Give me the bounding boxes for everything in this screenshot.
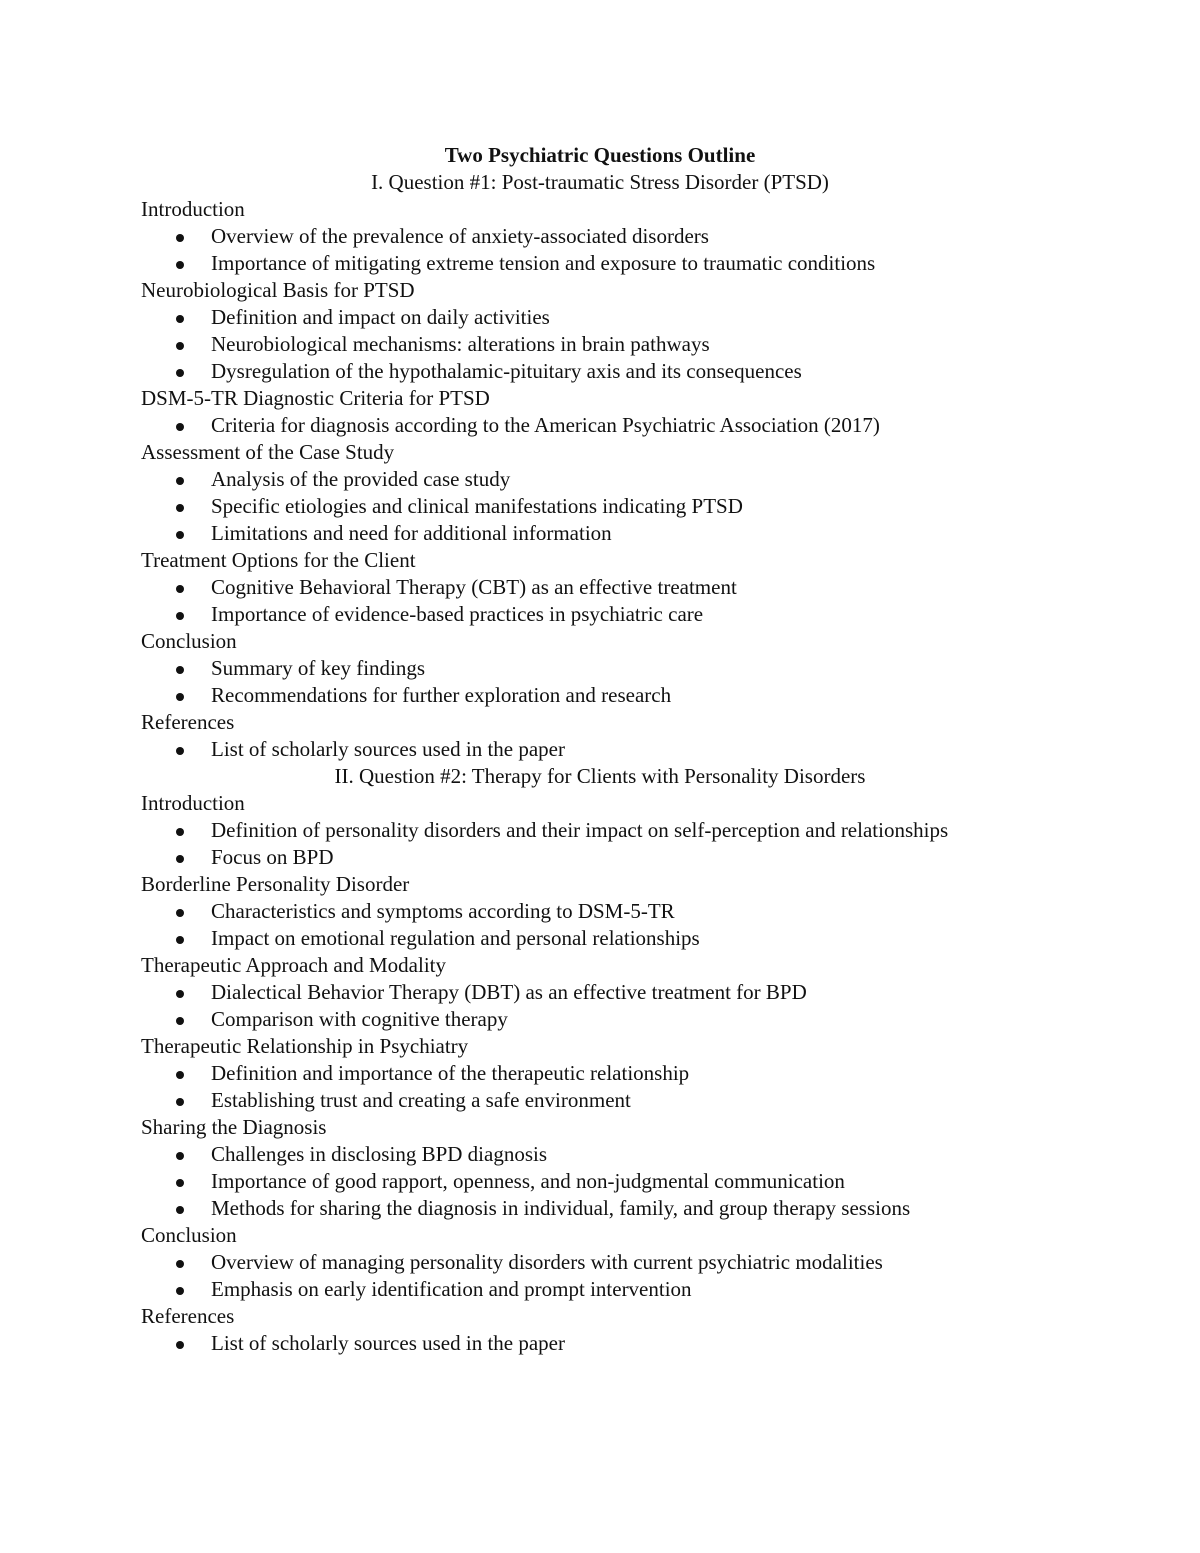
list-item-text: Overview of managing personality disorders with current psychiatric modalities [211,1250,883,1274]
bullet-icon [176,828,184,836]
list-item [141,844,1061,871]
bullet-icon [176,315,184,323]
list-item [141,1276,1061,1303]
list-item-text: Overview of the prevalence of anxiety-associated disorders [211,224,709,248]
bullet-icon [176,855,184,863]
bullet-icon [176,666,184,674]
list-item-text: Specific etiologies and clinical manifestations indicating PTSD [211,494,743,518]
list-item [141,1249,1061,1276]
list-item-text: List of scholarly sources used in the paper [211,1331,565,1355]
list-item-text: Methods for sharing the diagnosis in individual, family, and group therapy sessions [211,1196,911,1220]
list-item-text: Dialectical Behavior Therapy (DBT) as an effective treatment for BPD [211,980,807,1004]
list-item-text: Analysis of the provided case study [211,467,511,491]
list-item [141,817,1061,844]
bullet-icon [176,747,184,755]
bullet-icon [176,693,184,701]
list-item [141,250,1061,277]
list-item-text: Impact on emotional regulation and personal relationships [211,926,700,950]
list-item [141,574,1061,601]
outline-content [141,169,1061,1357]
subsection-heading: Borderline Personality Disorder [141,872,410,896]
bullet-icon [176,909,184,917]
subsection-heading: Assessment of the Case Study [141,440,395,464]
list-item [141,304,1061,331]
list-item-text: Comparison with cognitive therapy [211,1007,508,1031]
list-item [141,1330,1061,1357]
list-item-text: Cognitive Behavioral Therapy (CBT) as an effective treatment [211,575,737,599]
bullet-icon [176,342,184,350]
bullet-icon [176,423,184,431]
list-item-text: Establishing trust and creating a safe environment [211,1088,631,1112]
section-heading: I. Question #1: Post-traumatic Stress Disorder (PTSD) [371,170,829,194]
bullet-icon [176,1071,184,1079]
list-item-text: Neurobiological mechanisms: alterations in brain pathways [211,332,710,356]
document-title: Two Psychiatric Questions Outline [444,143,756,167]
list-item-text: Limitations and need for additional information [211,521,612,545]
subsection-heading: Therapeutic Relationship in Psychiatry [141,1034,469,1058]
list-item-text: Focus on BPD [211,845,334,869]
bullet-icon [176,1098,184,1106]
bullet-icon [176,261,184,269]
bullet-icon [176,477,184,485]
bullet-icon [176,1287,184,1295]
list-item [141,979,1061,1006]
subsection-heading: Introduction [141,791,245,815]
list-item [141,898,1061,925]
list-item-text: Importance of mitigating extreme tension and exposure to traumatic conditions [211,251,876,275]
bullet-icon [176,1206,184,1214]
list-item [141,1060,1061,1087]
list-item [141,682,1061,709]
subsection-heading: Treatment Options for the Client [141,548,416,572]
list-item [141,331,1061,358]
list-item [141,655,1061,682]
bullet-icon [176,234,184,242]
list-item [141,736,1061,763]
outline-body [141,142,1061,1357]
list-item [141,1087,1061,1114]
list-item [141,1141,1061,1168]
list-item [141,358,1061,385]
subsection-heading: Conclusion [141,629,237,653]
bullet-icon [176,612,184,620]
list-item [141,601,1061,628]
bullet-icon [176,504,184,512]
subsection-heading: Introduction [141,197,245,221]
list-item-text: Definition of personality disorders and their impact on self-perception and relationships [211,818,949,842]
section-heading: II. Question #2: Therapy for Clients with Personality Disorders [334,764,866,788]
list-item-text: List of scholarly sources used in the paper [211,737,565,761]
list-item-text: Definition and impact on daily activities [211,305,550,329]
subsection-heading: References [141,1304,235,1328]
list-item-text: Importance of evidence-based practices in psychiatric care [211,602,704,626]
bullet-icon [176,1179,184,1187]
list-item [141,1168,1061,1195]
bullet-icon [176,369,184,377]
bullet-icon [176,1260,184,1268]
list-item-text: Characteristics and symptoms according to DSM-5-TR [211,899,675,923]
subsection-heading: DSM-5-TR Diagnostic Criteria for PTSD [141,386,490,410]
list-item [141,493,1061,520]
list-item [141,520,1061,547]
list-item [141,1195,1061,1222]
list-item [141,1006,1061,1033]
bullet-icon [176,990,184,998]
list-item [141,466,1061,493]
list-item-text: Challenges in disclosing BPD diagnosis [211,1142,547,1166]
subsection-heading: Conclusion [141,1223,237,1247]
list-item [141,925,1061,952]
list-item-text: Definition and importance of the therapeutic relationship [211,1061,690,1085]
bullet-icon [176,531,184,539]
list-item-text: Summary of key findings [211,656,426,680]
subsection-heading: References [141,710,235,734]
subsection-heading: Sharing the Diagnosis [141,1115,327,1139]
list-item-text: Importance of good rapport, openness, and non-judgmental communication [211,1169,845,1193]
subsection-heading: Therapeutic Approach and Modality [141,953,446,977]
bullet-icon [176,936,184,944]
subsection-heading: Neurobiological Basis for PTSD [141,278,415,302]
bullet-icon [176,585,184,593]
bullet-icon [176,1341,184,1349]
list-item-text: Dysregulation of the hypothalamic-pituitary axis and its consequences [211,359,802,383]
bullet-icon [176,1152,184,1160]
list-item-text: Recommendations for further exploration and research [211,683,672,707]
list-item-text: Emphasis on early identification and prompt intervention [211,1277,692,1301]
list-item [141,223,1061,250]
bullet-icon [176,1017,184,1025]
list-item-text: Criteria for diagnosis according to the American Psychiatric Association (2017) [211,413,880,437]
list-item [141,412,1061,439]
